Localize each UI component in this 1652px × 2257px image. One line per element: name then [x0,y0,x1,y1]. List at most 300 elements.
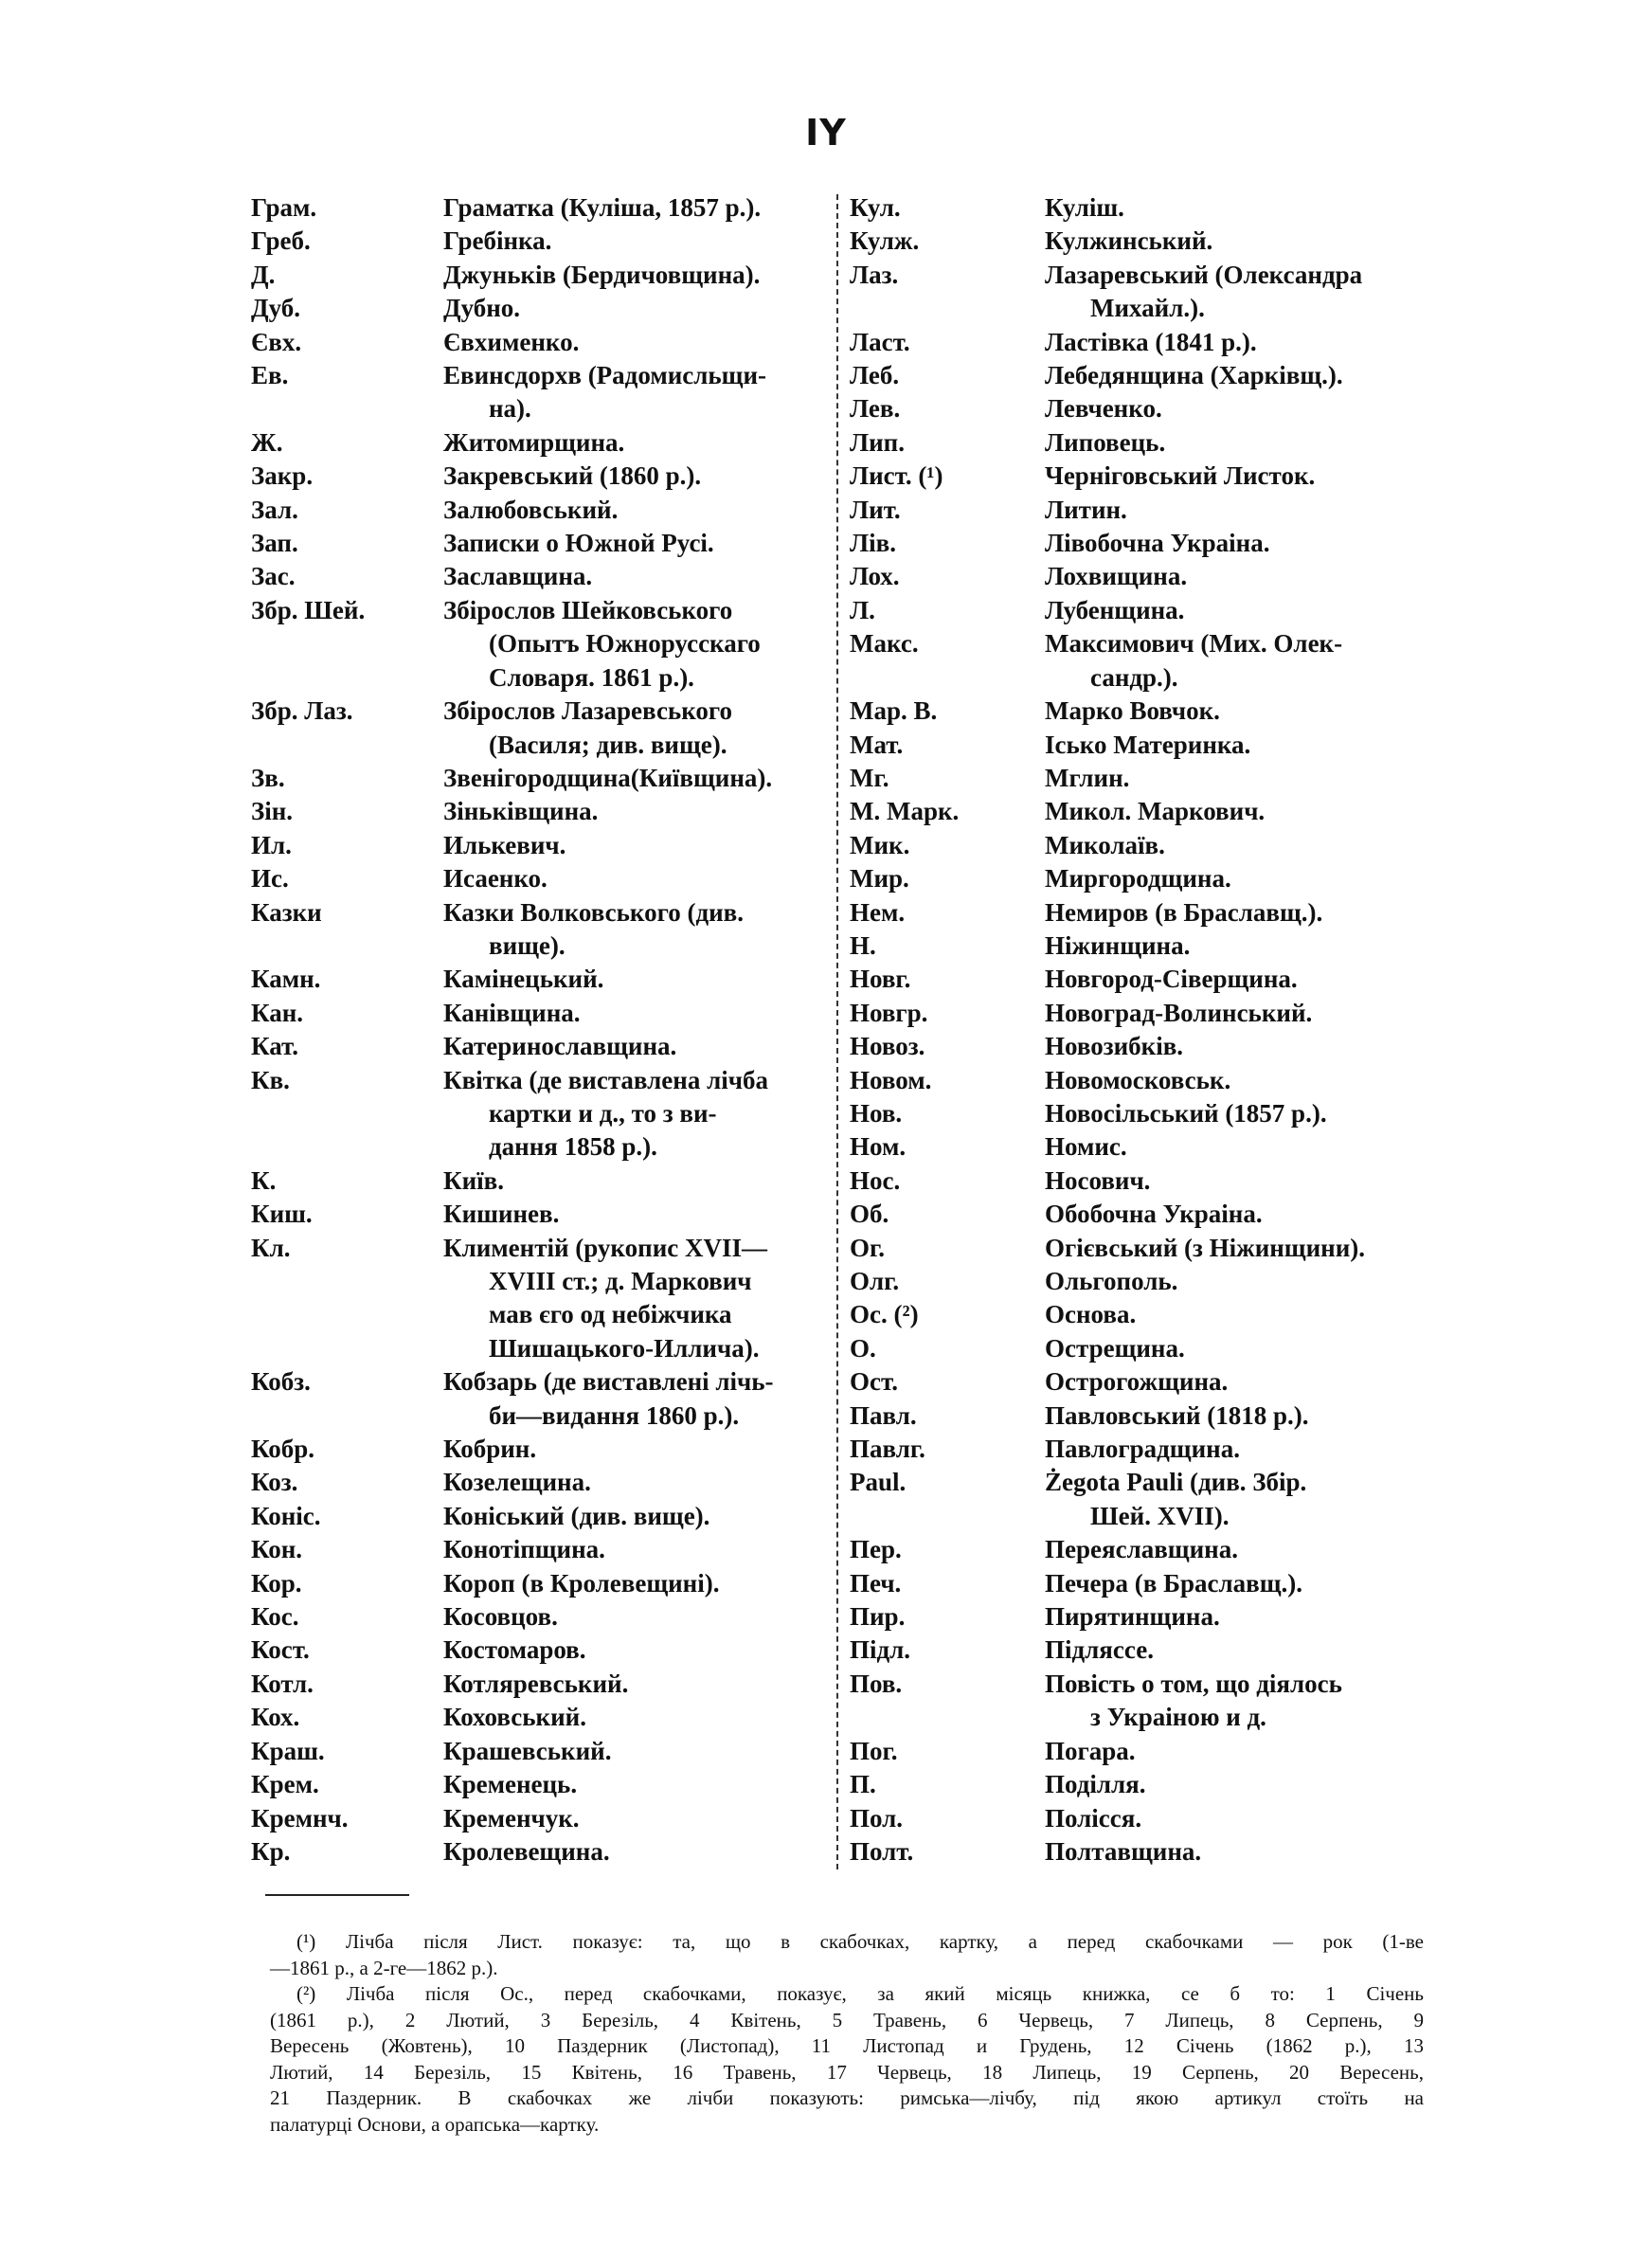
abbreviation-entry [850,1064,1432,1097]
abbreviation-entry [251,426,829,460]
abbreviation-meaning [1045,729,1432,762]
meaning-line: Житомирщина. [443,427,625,457]
abbreviation: Кул. [850,193,901,222]
meaning-line: Підляссе. [1045,1635,1154,1665]
footnote-line: —1861 р., а 2-ге—1862 р.). [270,1956,498,1979]
abbreviation-meaning [1045,1802,1432,1835]
abbreviation-entry [251,225,829,258]
meaning-line: Огієвський (з Ніжинщини). [1045,1233,1366,1262]
abbreviation-meaning [1045,695,1432,728]
meaning-line: Павловський (1818 р.). [1045,1400,1309,1430]
meaning-line: Марко Вовчок. [1045,696,1220,726]
abbreviation-entry [850,997,1432,1030]
abbreviation-entry [251,1533,829,1566]
abbreviation-meaning [443,1198,829,1231]
abbreviation: Кос. [251,1602,299,1632]
abbreviation: Ев. [251,361,289,390]
abbreviation-entry [251,527,829,560]
meaning-line: Пирятинщина. [1045,1602,1220,1632]
abbreviation-meaning [1045,259,1432,326]
meaning-line: мав єго од небіжчика [489,1300,732,1329]
meaning-line: Миргородщина. [1045,864,1231,894]
abbreviation-meaning [443,1030,829,1063]
meaning-line: Илькевич. [443,830,566,859]
abbreviation-entry [850,930,1432,963]
abbreviation: О. [850,1333,876,1363]
abbreviation-meaning [443,259,829,292]
abbreviation: Краш. [251,1736,325,1765]
abbreviation: Лист. (¹) [850,461,943,491]
abbreviation: К. [251,1165,277,1195]
abbreviation-meaning [1045,930,1432,963]
abbreviation-meaning [443,1701,829,1734]
abbreviation-meaning [443,1802,829,1835]
meaning-line: Камінецький. [443,965,604,994]
meaning-line: Новомосковськ. [1045,1065,1231,1094]
meaning-line: Номис. [1045,1132,1127,1162]
meaning-line: Ластівка (1841 р.). [1045,327,1257,356]
abbreviation: Кан. [251,998,304,1027]
meaning-line: Повість о том, що діялось [1045,1669,1342,1698]
abbreviation-meaning [1045,829,1432,862]
abbreviation-entry [850,1668,1432,1735]
abbreviation: Зін. [251,797,294,826]
meaning-line: Крашевський. [443,1736,612,1765]
abbreviation: Мг. [850,763,889,792]
abbreviation-meaning [1045,896,1432,930]
meaning-line: Поділля. [1045,1770,1146,1799]
meaning-line: би—видання 1860 р.). [489,1400,740,1430]
abbreviation-entry [251,1802,829,1835]
abbreviation-entry [251,896,829,964]
meaning-line: Евинсдорхв (Радомисльщи- [443,361,767,390]
footnote-line: (²) Лічба після Ос., перед скабочками, показує, за який місяць книжка, се б то: 1 Січень [296,1982,1424,2005]
abbreviation: Кобз. [251,1367,311,1397]
abbreviation: Кв. [251,1065,290,1094]
meaning-line: Джуньків (Бердичовщина). [443,260,761,289]
abbreviation: Ис. [251,864,289,894]
abbreviation-entry [850,494,1432,527]
abbreviation-entry [251,1365,829,1433]
abbreviation: Дуб. [251,294,300,323]
abbreviation: Лип. [850,427,905,457]
meaning-line: Полісся. [1045,1803,1142,1833]
abbreviation-meaning [1045,862,1432,895]
abbreviation-meaning [1045,1030,1432,1063]
abbreviation-meaning [443,795,829,828]
abbreviation-meaning [443,1735,829,1768]
abbreviation-meaning [1045,1232,1432,1265]
abbreviation-meaning [1045,191,1432,225]
abbreviation-entry [850,729,1432,762]
abbreviation-column-right [850,191,1432,1869]
abbreviation-meaning [1045,1332,1432,1365]
meaning-line: Литин. [1045,495,1127,524]
meaning-line: Кобрин. [443,1435,537,1464]
page-number: IY [805,112,847,153]
abbreviation-entry [850,1533,1432,1566]
abbreviation-entry [850,1466,1432,1533]
meaning-line: Żegota Pauli (див. Збір. [1045,1468,1307,1497]
meaning-line: з Украіною и д. [1090,1703,1266,1732]
abbreviation: Полт. [850,1836,914,1866]
abbreviation-meaning [443,963,829,996]
meaning-line: Печера (в Браславщ.). [1045,1568,1302,1598]
abbreviation: Пер. [850,1535,902,1564]
meaning-line: Коніський (див. вище). [443,1501,710,1530]
abbreviation: Лох. [850,562,900,591]
meaning-line: Лубенщина. [1045,595,1185,624]
abbreviation: Ос. (²) [850,1300,919,1329]
meaning-line: Котляревський. [443,1669,629,1698]
abbreviation-meaning [1045,1466,1432,1533]
abbreviation-meaning [443,1232,829,1366]
meaning-line: Косовцов. [443,1602,558,1632]
abbreviation-entry [850,1198,1432,1231]
abbreviation-entry [850,1835,1432,1869]
meaning-line: Погара. [1045,1736,1136,1765]
abbreviation: Нем. [850,897,906,927]
abbreviation-meaning [443,359,829,426]
meaning-line: Кременець. [443,1770,578,1799]
abbreviation-meaning [443,460,829,493]
meaning-line: Переяславщина. [1045,1535,1238,1564]
abbreviation-entry [251,1064,829,1165]
abbreviation-entry [850,1399,1432,1433]
meaning-line: Козелещина. [443,1468,591,1497]
footnote-line: Лютий, 14 Березіль, 15 Квітень, 16 Травень, 17 Червець, 18 Липець, 19 Серпень, 20 Вересень, [270,2060,1424,2084]
footnote-line: палатурці Основи, а орапська—картку. [270,2112,600,2136]
meaning-line: Заславщина. [443,562,593,591]
abbreviation: Макс. [850,629,919,659]
abbreviation-entry [251,1567,829,1600]
abbreviation-entry [251,762,829,795]
meaning-line: дання 1858 р.). [489,1132,657,1162]
meaning-line: Лівобочна Украіна. [1045,529,1270,558]
abbreviation-entry [251,292,829,325]
abbreviation-entry [850,560,1432,593]
abbreviation-meaning [1045,762,1432,795]
abbreviation-entry [251,1701,829,1734]
abbreviation-entry [850,1365,1432,1399]
abbreviation: Пов. [850,1669,903,1698]
footnotes [270,1929,1424,2138]
abbreviation-meaning [1045,560,1432,593]
abbreviation-meaning [443,762,829,795]
abbreviation: Казки [251,897,322,927]
abbreviation: Збр. Шей. [251,595,366,624]
meaning-line: Куліш. [1045,193,1124,222]
abbreviation-meaning [1045,392,1432,425]
abbreviation-entry [850,795,1432,828]
abbreviation-entry [251,1165,829,1198]
abbreviation-entry [850,191,1432,225]
meaning-line: Зіньківщина. [443,797,599,826]
abbreviation-meaning [1045,1298,1432,1331]
abbreviation: Коніс. [251,1501,321,1530]
meaning-line: Павлоградщина. [1045,1435,1240,1464]
meaning-line: Новосільський (1857 р.). [1045,1098,1327,1128]
abbreviation-meaning [1045,1198,1432,1231]
abbreviation-meaning [443,997,829,1030]
meaning-line: Записки о Южной Русі. [443,529,714,558]
abbreviation-entry [850,1634,1432,1667]
abbreviation: Зас. [251,562,296,591]
abbreviation-entry [251,795,829,828]
abbreviation: Ж. [251,427,283,457]
meaning-line: Острещина. [1045,1333,1185,1363]
abbreviation: Лаз. [850,260,899,289]
abbreviation-entry [251,1500,829,1533]
abbreviation-entry [850,627,1432,695]
meaning-line: на). [489,394,531,424]
abbreviation: Пог. [850,1736,898,1765]
abbreviation-meaning [443,695,829,762]
meaning-line: Лебедянщина (Харківщ.). [1045,361,1343,390]
abbreviation-meaning [443,1634,829,1667]
abbreviation-entry [251,1835,829,1869]
meaning-line: вище). [489,930,566,960]
abbreviation-entry [251,1768,829,1801]
abbreviation-meaning [1045,1600,1432,1634]
meaning-line: Острогожщина. [1045,1367,1229,1397]
abbreviation-meaning [443,1533,829,1566]
meaning-line: Носович. [1045,1165,1151,1195]
abbreviation: Кат. [251,1032,299,1061]
abbreviation: Н. [850,930,876,960]
meaning-line: Шишацького-Иллича). [489,1333,760,1363]
abbreviation: Новг. [850,965,911,994]
footnote-line: Вересень (Жовтень), 10 Паздерник (Листопад), 11 Листопад и Грудень, 12 Січень (1862 р.), 13 [270,2034,1424,2057]
abbreviation-meaning [1045,494,1432,527]
abbreviation: Мик. [850,830,910,859]
meaning-line: (Василя; див. вище). [489,730,727,759]
abbreviation-meaning [443,292,829,325]
abbreviation-meaning [1045,1567,1432,1600]
abbreviation-entry [850,359,1432,392]
abbreviation-entry [850,1600,1432,1634]
abbreviation-entry [850,259,1432,326]
meaning-line: Кролевещина. [443,1836,610,1866]
abbreviation-meaning [443,494,829,527]
abbreviation-entry [850,1768,1432,1801]
abbreviation: Котл. [251,1669,314,1698]
abbreviation-entry [850,762,1432,795]
meaning-line: Збірослов Шейковського [443,595,733,624]
meaning-line: Немиров (в Браславщ.). [1045,897,1323,927]
meaning-line: Новгород-Сіверщина. [1045,965,1298,994]
abbreviation-meaning [443,191,829,225]
abbreviation-entry [251,1600,829,1634]
meaning-line: сандр.). [1090,662,1178,692]
abbreviation: Ном. [850,1132,907,1162]
meaning-line: Шей. XVII). [1090,1501,1230,1530]
meaning-line: Миколаїв. [1045,830,1165,859]
abbreviation: Зал. [251,495,298,524]
meaning-line: Короп (в Кролевещині). [443,1568,720,1598]
abbreviation-entry [251,1466,829,1499]
abbreviation: Об. [850,1200,889,1229]
meaning-line: Ісько Материнка. [1045,730,1251,759]
abbreviation-meaning [443,527,829,560]
abbreviation-entry [850,862,1432,895]
abbreviation-meaning [1045,1735,1432,1768]
abbreviation-entry [850,1130,1432,1164]
meaning-line: Лазаревський (Олександра [1045,260,1363,289]
meaning-line: Кобзарь (де виставлені лічь- [443,1367,774,1397]
abbreviation: Ласт. [850,327,910,356]
meaning-line: Казки Волковського (див. [443,897,745,927]
abbreviation-entry [850,527,1432,560]
meaning-line: Липовець. [1045,427,1166,457]
abbreviation: П. [850,1770,876,1799]
meaning-line: Євхименко. [443,327,580,356]
column-divider [836,194,838,1869]
abbreviation-entry [251,1668,829,1701]
abbreviation: Лів. [850,529,896,558]
meaning-line: Конотіпщина. [443,1535,605,1564]
abbreviation: Підл. [850,1635,911,1665]
meaning-line: картки и д., то з ви- [489,1098,717,1128]
abbreviation: Paul. [850,1468,907,1497]
abbreviation-entry [850,695,1432,728]
abbreviation: Нов. [850,1098,903,1128]
abbreviation-meaning [443,1668,829,1701]
abbreviation-entry [850,963,1432,996]
abbreviation-entry [850,829,1432,862]
abbreviation: Кох. [251,1703,300,1732]
abbreviation: Л. [850,595,875,624]
abbreviation: Кремнч. [251,1803,349,1833]
abbreviation-meaning [443,594,829,695]
abbreviation-meaning [1045,1634,1432,1667]
abbreviation: Олг. [850,1267,900,1295]
abbreviation-entry [251,1634,829,1667]
abbreviation-meaning [1045,1097,1432,1130]
abbreviation-entry [850,225,1432,258]
meaning-line: Збірослов Лазаревського [443,696,732,726]
abbreviation: Коз. [251,1468,298,1497]
meaning-line: Квітка (де виставлена лічба [443,1065,768,1094]
abbreviation-meaning [1045,1433,1432,1466]
abbreviation-meaning [443,225,829,258]
abbreviation-meaning [1045,1399,1432,1433]
abbreviation-meaning [1045,1130,1432,1164]
meaning-line: Коховський. [443,1703,586,1732]
meaning-line: (Опытъ Южнорусскаго [489,629,761,659]
abbreviation: Лит. [850,495,901,524]
abbreviation: Киш. [251,1200,313,1229]
footnote-line: (1861 р.), 2 Лютий, 3 Березіль, 4 Квітень, 5 Травень, 6 Червець, 7 Липець, 8 Серпень, 9 [270,2008,1424,2031]
abbreviation-meaning [1045,594,1432,627]
meaning-line: Микол. Маркович. [1045,797,1266,826]
abbreviation-meaning [1045,326,1432,359]
abbreviation: Мар. В. [850,696,938,726]
meaning-line: Ніжинщина. [1045,930,1191,960]
abbreviation-meaning [1045,225,1432,258]
meaning-line: Костомаров. [443,1635,586,1665]
abbreviation: Збр. Лаз. [251,696,353,726]
abbreviation: Кулж. [850,226,920,256]
abbreviation: Лев. [850,394,901,424]
abbreviation-meaning [443,1365,829,1433]
abbreviation-meaning [1045,426,1432,460]
abbreviation-entry [850,1097,1432,1130]
abbreviation-entry [850,1232,1432,1265]
meaning-line: Дубно. [443,294,521,323]
meaning-line: Гребінка. [443,226,552,256]
abbreviation-meaning [443,896,829,964]
abbreviation-meaning [1045,1165,1432,1198]
abbreviation: Кон. [251,1535,303,1564]
abbreviation: Кл. [251,1233,291,1262]
abbreviation: Пир. [850,1602,906,1632]
abbreviation-entry [850,460,1432,493]
abbreviation: Камн. [251,965,321,994]
abbreviation-entry [850,1332,1432,1365]
abbreviation-meaning [1045,1265,1432,1298]
meaning-line: Кременчук. [443,1803,580,1833]
abbreviation-entry [850,896,1432,930]
abbreviation-meaning [1045,627,1432,695]
abbreviation-entry [251,829,829,862]
abbreviation-meaning [1045,1768,1432,1801]
abbreviation-entry [850,1265,1432,1298]
abbreviation-meaning [443,326,829,359]
abbreviation-entry [251,326,829,359]
meaning-line: Обобочна Украіна. [1045,1200,1263,1229]
meaning-line: Звенігородщина(Київщина). [443,763,773,792]
abbreviation-meaning [443,1064,829,1165]
abbreviation: Новом. [850,1065,932,1094]
meaning-line: Кишинев. [443,1200,560,1229]
meaning-line: Максимович (Мих. Олек- [1045,629,1343,659]
footnote-line: (¹) Лічба після Лист. показує: та, що в скабочках, картку, а перед скабочками — рок (1-ве [296,1930,1424,1953]
meaning-line: Київ. [443,1165,504,1195]
abbreviation-entry [251,259,829,292]
abbreviation-entry [251,1735,829,1768]
abbreviation: Мир. [850,864,909,894]
abbreviation-meaning [1045,1533,1432,1566]
meaning-line: Кулжинський. [1045,226,1213,256]
abbreviation-meaning [1045,1064,1432,1097]
abbreviation: Кор. [251,1568,302,1598]
abbreviation-entry [251,560,829,593]
abbreviation-meaning [1045,963,1432,996]
abbreviation: Греб. [251,226,311,256]
meaning-line: Климентій (рукопис XVII— [443,1233,767,1262]
abbreviation: Крем. [251,1770,319,1799]
abbreviation-entry [251,191,829,225]
abbreviation-entry [850,1298,1432,1331]
meaning-line: Основа. [1045,1300,1137,1329]
abbreviation: Закр. [251,461,314,491]
abbreviation-entry [251,594,829,695]
meaning-line: Михайл.). [1090,294,1205,323]
abbreviation-entry [251,695,829,762]
meaning-line: Мглин. [1045,763,1130,792]
abbreviation-entry [850,1735,1432,1768]
abbreviation: Кост. [251,1635,310,1665]
abbreviation-meaning [1045,997,1432,1030]
meaning-line: Катеринославщина. [443,1032,677,1061]
abbreviation-meaning [1045,527,1432,560]
abbreviation-meaning [443,1500,829,1533]
abbreviation-entry [850,1567,1432,1600]
abbreviation: Павл. [850,1400,917,1430]
abbreviation-meaning [443,560,829,593]
abbreviation-entry [251,359,829,426]
